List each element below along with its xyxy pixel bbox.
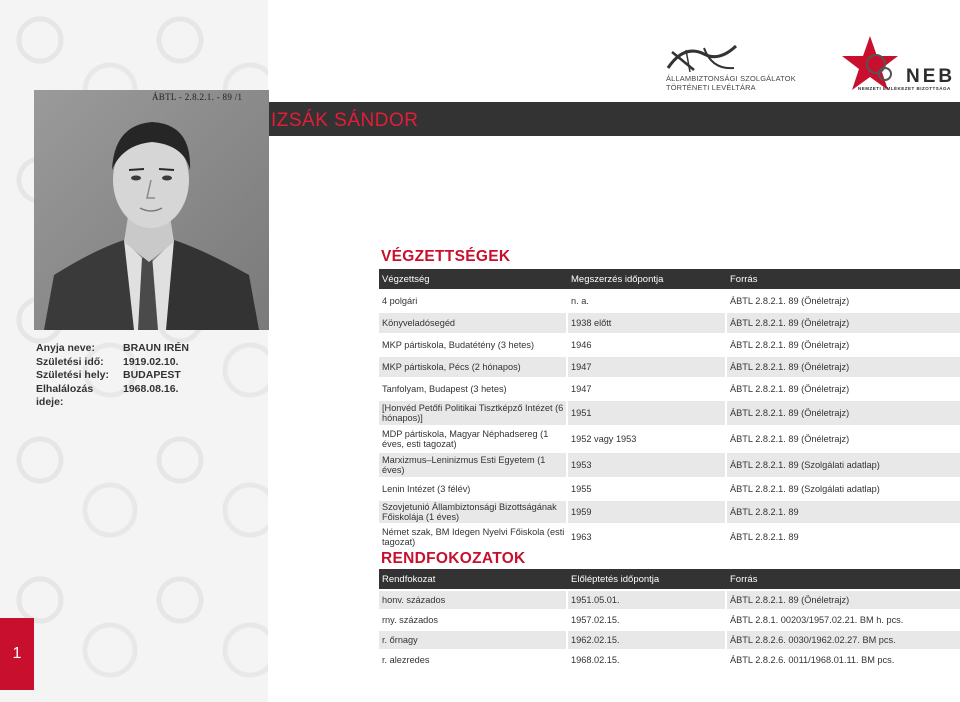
table-cell: r. őrnagy: [379, 631, 566, 649]
table-cell: 1959: [568, 501, 725, 523]
table-cell: 1951: [568, 401, 725, 425]
table-cell: 1957.02.15.: [571, 614, 620, 625]
table-cell: 1946: [571, 339, 592, 350]
table-cell: Lenin Intézet (3 félév): [382, 483, 471, 494]
table-cell: MKP pártiskola, Budatétény (3 hetes): [382, 339, 535, 350]
table-cell: ÁBTL 2.8.2.1. 89 (Önéletrajz): [730, 433, 850, 444]
ranks-header-row: [379, 569, 960, 589]
table-cell: Tanfolyam, Budapest (3 hetes): [382, 383, 507, 394]
table-cell: 1938 előtt: [568, 313, 725, 333]
info-value: 1968.08.16.: [123, 382, 179, 395]
header-cell: Előléptetés időpontja: [568, 569, 725, 589]
page-number: 1: [0, 618, 34, 690]
info-row-birth-place: [36, 369, 189, 383]
education-header-row: [379, 269, 960, 289]
table-cell: 1952 vagy 1953: [571, 433, 637, 444]
education-table: [379, 269, 960, 549]
table-cell: Könyveladósegéd: [379, 313, 566, 333]
table-cell: ÁBTL 2.8.2.1. 89 (Önéletrajz): [730, 295, 850, 306]
table-cell: ÁBTL 2.8.2.1. 89 (Önéletrajz): [727, 401, 960, 425]
abtl-logo-text: [666, 74, 796, 92]
table-row: [379, 379, 960, 399]
table-row: [379, 631, 960, 649]
table-cell: Német szak, BM Idegen Nyelvi Főiskola (esti tagozat): [382, 526, 565, 547]
table-cell: 1951.05.01.: [568, 591, 725, 609]
table-cell: 4 polgári: [382, 295, 418, 306]
info-label: Elhalálozás ideje:: [36, 382, 94, 408]
table-row: [379, 291, 960, 311]
header-cell: Forrás: [727, 569, 960, 589]
table-cell: r. alezredes: [382, 654, 430, 665]
info-label: Születési idő:: [36, 355, 104, 368]
table-cell: ÁBTL 2.8.2.1. 89 (Önéletrajz): [727, 591, 960, 609]
table-cell: ÁBTL 2.8.2.6. 0011/1968.01.11. BM pcs.: [730, 654, 895, 665]
info-row-death-date: [36, 383, 189, 410]
table-cell: Szovjetunió Állambiztonsági Bizottságának Főiskolája (1 éves): [379, 501, 566, 523]
table-row: [379, 611, 960, 629]
table-cell: 1963: [571, 531, 592, 542]
table-cell: ÁBTL 2.8.2.1. 89: [730, 531, 799, 542]
info-row-birth-date: [36, 356, 189, 370]
person-info: [36, 342, 189, 410]
table-row: [379, 591, 960, 609]
info-row-mother: [36, 342, 189, 356]
ranks-table: [379, 569, 960, 669]
abtl-line-2: TÖRTÉNETI LEVÉLTÁRA: [666, 83, 756, 92]
table-cell: rny. százados: [382, 614, 438, 625]
table-row: [379, 651, 960, 669]
neb-logo-text: NEB: [906, 66, 956, 87]
table-cell: ÁBTL 2.8.2.6. 0030/1962.02.27. BM pcs.: [727, 631, 960, 649]
table-cell: [Honvéd Petőfi Politikai Tisztképző Intézet (6 hónapos)]: [379, 401, 566, 425]
table-row: [379, 525, 960, 549]
portrait-illustration: [34, 90, 269, 330]
info-value: 1919.02.10.: [123, 355, 179, 368]
table-cell: ÁBTL 2.8.2.1. 89 (Szolgálati adatlap): [730, 483, 880, 494]
table-cell: ÁBTL 2.8.2.1. 89 (Szolgálati adatlap): [727, 453, 960, 477]
table-cell: honv. százados: [379, 591, 566, 609]
table-cell: n. a.: [571, 295, 589, 306]
info-label: Anyja neve:: [36, 342, 95, 354]
table-cell: Marxizmus–Leninizmus Esti Egyetem (1 éves): [379, 453, 566, 477]
table-cell: MDP pártiskola, Magyar Néphadsereg (1 éves, esti tagozat): [382, 428, 549, 449]
table-cell: 1962.02.15.: [568, 631, 725, 649]
info-label: Születési hely:: [36, 369, 109, 381]
table-cell: ÁBTL 2.8.1. 00203/1957.02.21. BM h. pcs.: [730, 614, 904, 625]
header-cell: Végzettség: [379, 269, 566, 289]
header-cell: Rendfokozat: [379, 569, 566, 589]
neb-logo-subtitle: NEMZETI EMLÉKEZET BIZOTTSÁGA: [858, 86, 951, 91]
table-cell: ÁBTL 2.8.2.1. 89 (Önéletrajz): [730, 339, 850, 350]
table-row: [379, 357, 960, 377]
header-cell: Forrás: [727, 269, 960, 289]
table-cell: ÁBTL 2.8.2.1. 89 (Önéletrajz): [730, 383, 850, 394]
table-cell: 1955: [571, 483, 592, 494]
abtl-line-1: ÁLLAMBIZTONSÁGI SZOLGÁLATOK: [666, 74, 796, 83]
table-row: [379, 313, 960, 333]
info-value: BUDAPEST: [123, 369, 181, 381]
ranks-title: RENDFOKOZATOK: [381, 550, 526, 567]
table-cell: 1947: [571, 383, 592, 394]
person-name: IZSÁK SÁNDOR: [271, 110, 419, 131]
table-cell: 1968.02.15.: [571, 654, 620, 665]
table-row: [379, 501, 960, 523]
table-cell: ÁBTL 2.8.2.1. 89: [727, 501, 960, 523]
abtl-logo-icon: [664, 42, 744, 74]
header-cell: Megszerzés időpontja: [568, 269, 725, 289]
table-cell: ÁBTL 2.8.2.1. 89 (Önéletrajz): [727, 357, 960, 377]
table-cell: ÁBTL 2.8.2.1. 89 (Önéletrajz): [727, 313, 960, 333]
table-cell: 1947: [568, 357, 725, 377]
portrait-photo: [34, 90, 269, 330]
archive-reference: ÁBTL - 2.8.2.1. - 89 /1: [152, 92, 243, 102]
table-row: [379, 427, 960, 451]
info-value: BRAUN IRÉN: [123, 342, 189, 354]
table-row: [379, 479, 960, 499]
table-cell: 1953: [568, 453, 725, 477]
education-title: VÉGZETTSÉGEK: [381, 248, 511, 265]
table-cell: MKP pártiskola, Pécs (2 hónapos): [379, 357, 566, 377]
table-row: [379, 453, 960, 477]
table-row: [379, 401, 960, 425]
table-row: [379, 335, 960, 355]
